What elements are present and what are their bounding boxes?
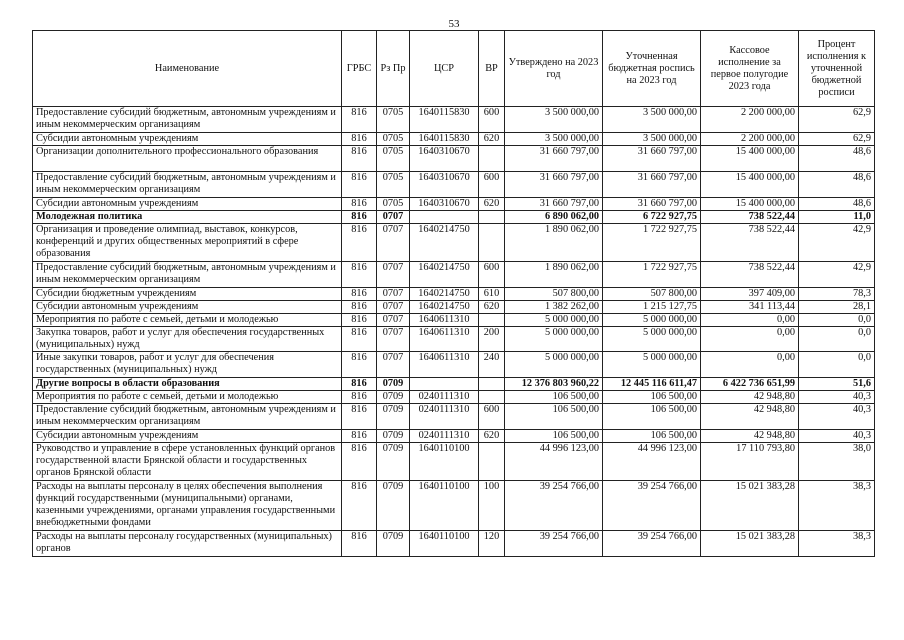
cell-name: Закупка товаров, работ и услуг для обеспечения государственных (муниципальных) нужд	[33, 327, 342, 352]
header-vr: ВР	[479, 31, 505, 107]
header-grbs: ГРБС	[342, 31, 377, 107]
cell-name: Предоставление субсидий бюджетным, автономным учреждениям и иным некоммерческим организациям	[33, 107, 342, 133]
cell-csr: 1640310670	[410, 172, 479, 198]
cell-vr	[479, 211, 505, 224]
cell-name: Предоставление субсидий бюджетным, автономным учреждениям и иным некоммерческим организациям	[33, 404, 342, 430]
cell-csr: 1640214750	[410, 262, 479, 288]
cell-vr: 240	[479, 352, 505, 378]
cell-refined: 3 500 000,00	[603, 107, 701, 133]
cell-grbs: 816	[342, 172, 377, 198]
table-row	[33, 352, 875, 378]
cell-percent: 40,3	[799, 404, 875, 430]
cell-executed: 0,00	[701, 352, 799, 378]
cell-executed: 2 200 000,00	[701, 133, 799, 146]
cell-percent: 0,0	[799, 327, 875, 352]
table-row	[33, 430, 875, 443]
cell-csr	[410, 378, 479, 391]
cell-name: Расходы на выплаты персоналу в целях обеспечения выполнения функций государственными (муниципальными) органами, казенными учреждениями, органами управления государственными внебюджетными фондами	[33, 481, 342, 531]
cell-approved: 6 890 062,00	[505, 211, 603, 224]
cell-refined: 1 722 927,75	[603, 224, 701, 262]
cell-rzpr: 0705	[377, 146, 410, 172]
cell-percent: 51,6	[799, 378, 875, 391]
cell-approved: 44 996 123,00	[505, 443, 603, 481]
cell-refined: 5 000 000,00	[603, 352, 701, 378]
cell-grbs: 816	[342, 314, 377, 327]
cell-percent: 42,9	[799, 224, 875, 262]
cell-approved: 106 500,00	[505, 430, 603, 443]
cell-percent: 38,3	[799, 531, 875, 557]
cell-approved: 5 000 000,00	[505, 352, 603, 378]
cell-csr: 1640214750	[410, 288, 479, 301]
cell-grbs: 816	[342, 262, 377, 288]
cell-vr	[479, 443, 505, 481]
cell-vr: 600	[479, 107, 505, 133]
cell-executed: 42 948,80	[701, 430, 799, 443]
cell-percent: 28,1	[799, 301, 875, 314]
cell-approved: 39 254 766,00	[505, 481, 603, 531]
cell-csr: 0240111310	[410, 430, 479, 443]
cell-refined: 106 500,00	[603, 404, 701, 430]
cell-approved: 3 500 000,00	[505, 107, 603, 133]
table-row	[33, 146, 875, 172]
cell-csr: 1640310670	[410, 146, 479, 172]
table-row	[33, 443, 875, 481]
cell-csr: 1640611310	[410, 314, 479, 327]
cell-csr: 1640110100	[410, 443, 479, 481]
cell-percent: 11,0	[799, 211, 875, 224]
cell-refined: 106 500,00	[603, 430, 701, 443]
cell-executed: 42 948,80	[701, 391, 799, 404]
cell-percent: 62,9	[799, 133, 875, 146]
header-csr: ЦСР	[410, 31, 479, 107]
cell-csr: 1640214750	[410, 301, 479, 314]
header-name: Наименование	[33, 31, 342, 107]
cell-rzpr: 0707	[377, 211, 410, 224]
cell-approved: 3 500 000,00	[505, 133, 603, 146]
table-row	[33, 404, 875, 430]
cell-rzpr: 0707	[377, 301, 410, 314]
cell-csr	[410, 211, 479, 224]
cell-grbs: 816	[342, 288, 377, 301]
cell-name: Организация и проведение олимпиад, выставок, конкурсов, конференций и других общественных мероприятий в сфере образования	[33, 224, 342, 262]
cell-grbs: 816	[342, 531, 377, 557]
cell-executed: 6 422 736 651,99	[701, 378, 799, 391]
cell-grbs: 816	[342, 301, 377, 314]
table-row	[33, 262, 875, 288]
header-percent: Процент исполнения к уточненной бюджетной росписи	[799, 31, 875, 107]
cell-vr	[479, 224, 505, 262]
cell-executed: 738 522,44	[701, 262, 799, 288]
cell-vr: 620	[479, 198, 505, 211]
cell-rzpr: 0709	[377, 481, 410, 531]
cell-name: Субсидии автономным учреждениям	[33, 301, 342, 314]
cell-vr: 610	[479, 288, 505, 301]
cell-percent: 38,0	[799, 443, 875, 481]
cell-csr: 1640110100	[410, 531, 479, 557]
cell-rzpr: 0707	[377, 352, 410, 378]
cell-refined: 31 660 797,00	[603, 172, 701, 198]
cell-executed: 738 522,44	[701, 224, 799, 262]
cell-vr: 120	[479, 531, 505, 557]
cell-approved: 1 890 062,00	[505, 262, 603, 288]
cell-refined: 31 660 797,00	[603, 146, 701, 172]
cell-refined: 5 000 000,00	[603, 327, 701, 352]
cell-refined: 6 722 927,75	[603, 211, 701, 224]
cell-refined: 1 215 127,75	[603, 301, 701, 314]
cell-approved: 1 382 262,00	[505, 301, 603, 314]
cell-name: Расходы на выплаты персоналу государственных (муниципальных) органов	[33, 531, 342, 557]
cell-executed: 15 400 000,00	[701, 172, 799, 198]
cell-executed: 42 948,80	[701, 404, 799, 430]
cell-rzpr: 0709	[377, 404, 410, 430]
cell-grbs: 816	[342, 481, 377, 531]
cell-vr	[479, 391, 505, 404]
cell-grbs: 816	[342, 352, 377, 378]
cell-vr: 200	[479, 327, 505, 352]
cell-csr: 0240111310	[410, 391, 479, 404]
cell-rzpr: 0709	[377, 391, 410, 404]
cell-rzpr: 0707	[377, 262, 410, 288]
cell-approved: 1 890 062,00	[505, 224, 603, 262]
cell-csr: 1640115830	[410, 133, 479, 146]
cell-rzpr: 0707	[377, 288, 410, 301]
table-row	[33, 133, 875, 146]
cell-name: Мероприятия по работе с семьей, детьми и молодежью	[33, 391, 342, 404]
page-number: 53	[448, 18, 460, 30]
table-row	[33, 288, 875, 301]
cell-executed: 17 110 793,80	[701, 443, 799, 481]
cell-percent: 62,9	[799, 107, 875, 133]
cell-name: Молодежная политика	[33, 211, 342, 224]
header-executed: Кассовое исполнение за первое полугодие 2023 года	[701, 31, 799, 107]
cell-executed: 15 021 383,28	[701, 531, 799, 557]
cell-rzpr: 0705	[377, 133, 410, 146]
cell-vr: 600	[479, 262, 505, 288]
cell-refined: 3 500 000,00	[603, 133, 701, 146]
cell-approved: 106 500,00	[505, 391, 603, 404]
cell-percent: 40,3	[799, 391, 875, 404]
cell-vr	[479, 314, 505, 327]
cell-approved: 507 800,00	[505, 288, 603, 301]
cell-approved: 31 660 797,00	[505, 146, 603, 172]
cell-percent: 78,3	[799, 288, 875, 301]
cell-name: Субсидии бюджетным учреждениям	[33, 288, 342, 301]
cell-executed: 0,00	[701, 314, 799, 327]
cell-approved: 106 500,00	[505, 404, 603, 430]
cell-vr: 620	[479, 430, 505, 443]
cell-executed: 15 021 383,28	[701, 481, 799, 531]
cell-name: Субсидии автономным учреждениям	[33, 430, 342, 443]
cell-grbs: 816	[342, 327, 377, 352]
cell-vr: 600	[479, 172, 505, 198]
table-row	[33, 327, 875, 352]
cell-vr: 100	[479, 481, 505, 531]
cell-name: Субсидии автономным учреждениям	[33, 133, 342, 146]
budget-table	[32, 30, 875, 557]
cell-approved: 31 660 797,00	[505, 172, 603, 198]
cell-grbs: 816	[342, 133, 377, 146]
cell-vr: 600	[479, 404, 505, 430]
cell-grbs: 816	[342, 146, 377, 172]
cell-rzpr: 0705	[377, 107, 410, 133]
header-refined: Уточненная бюджетная роспись на 2023 год	[603, 31, 701, 107]
table-row	[33, 391, 875, 404]
cell-rzpr: 0707	[377, 314, 410, 327]
table-row	[33, 301, 875, 314]
cell-refined: 1 722 927,75	[603, 262, 701, 288]
cell-refined: 5 000 000,00	[603, 314, 701, 327]
cell-grbs: 816	[342, 391, 377, 404]
cell-name: Предоставление субсидий бюджетным, автономным учреждениям и иным некоммерческим организациям	[33, 262, 342, 288]
cell-grbs: 816	[342, 404, 377, 430]
cell-rzpr: 0709	[377, 443, 410, 481]
table-row	[33, 198, 875, 211]
cell-grbs: 816	[342, 211, 377, 224]
cell-rzpr: 0709	[377, 430, 410, 443]
cell-percent: 48,6	[799, 146, 875, 172]
cell-grbs: 816	[342, 430, 377, 443]
cell-grbs: 816	[342, 224, 377, 262]
cell-rzpr: 0709	[377, 531, 410, 557]
cell-percent: 0,0	[799, 352, 875, 378]
cell-rzpr: 0707	[377, 224, 410, 262]
cell-rzpr: 0707	[377, 327, 410, 352]
header-rzpr: Рз Пр	[377, 31, 410, 107]
cell-refined: 39 254 766,00	[603, 531, 701, 557]
cell-refined: 106 500,00	[603, 391, 701, 404]
cell-executed: 397 409,00	[701, 288, 799, 301]
table-row	[33, 378, 875, 391]
cell-name: Предоставление субсидий бюджетным, автономным учреждениям и иным некоммерческим организациям	[33, 172, 342, 198]
cell-name: Субсидии автономным учреждениям	[33, 198, 342, 211]
table-row	[33, 481, 875, 531]
cell-name: Другие вопросы в области образования	[33, 378, 342, 391]
cell-executed: 15 400 000,00	[701, 146, 799, 172]
cell-name: Иные закупки товаров, работ и услуг для обеспечения государственных (муниципальных) нужд	[33, 352, 342, 378]
table-row	[33, 224, 875, 262]
cell-vr: 620	[479, 301, 505, 314]
table-row	[33, 172, 875, 198]
cell-csr: 1640611310	[410, 352, 479, 378]
table-row	[33, 531, 875, 557]
cell-rzpr: 0705	[377, 172, 410, 198]
cell-name: Мероприятия по работе с семьей, детьми и молодежью	[33, 314, 342, 327]
cell-approved: 12 376 803 960,22	[505, 378, 603, 391]
cell-grbs: 816	[342, 443, 377, 481]
cell-csr: 1640115830	[410, 107, 479, 133]
cell-approved: 39 254 766,00	[505, 531, 603, 557]
cell-refined: 12 445 116 611,47	[603, 378, 701, 391]
cell-executed: 0,00	[701, 327, 799, 352]
cell-csr: 1640214750	[410, 224, 479, 262]
cell-percent: 38,3	[799, 481, 875, 531]
cell-executed: 15 400 000,00	[701, 198, 799, 211]
cell-percent: 40,3	[799, 430, 875, 443]
cell-approved: 5 000 000,00	[505, 327, 603, 352]
cell-percent: 48,6	[799, 172, 875, 198]
table-header-row	[33, 31, 875, 107]
cell-rzpr: 0709	[377, 378, 410, 391]
cell-executed: 341 113,44	[701, 301, 799, 314]
cell-name: Организации дополнительного профессионального образования	[33, 146, 342, 172]
cell-percent: 48,6	[799, 198, 875, 211]
cell-grbs: 816	[342, 107, 377, 133]
cell-refined: 39 254 766,00	[603, 481, 701, 531]
cell-executed: 2 200 000,00	[701, 107, 799, 133]
cell-percent: 42,9	[799, 262, 875, 288]
cell-csr: 1640611310	[410, 327, 479, 352]
header-approved: Утверждено на 2023 год	[505, 31, 603, 107]
cell-approved: 5 000 000,00	[505, 314, 603, 327]
cell-csr: 1640110100	[410, 481, 479, 531]
cell-vr	[479, 378, 505, 391]
cell-grbs: 816	[342, 378, 377, 391]
cell-csr: 1640310670	[410, 198, 479, 211]
cell-percent: 0,0	[799, 314, 875, 327]
cell-refined: 31 660 797,00	[603, 198, 701, 211]
cell-vr: 620	[479, 133, 505, 146]
table-row	[33, 211, 875, 224]
cell-vr	[479, 146, 505, 172]
cell-rzpr: 0705	[377, 198, 410, 211]
cell-csr: 0240111310	[410, 404, 479, 430]
table-body	[33, 107, 875, 557]
cell-refined: 44 996 123,00	[603, 443, 701, 481]
cell-executed: 738 522,44	[701, 211, 799, 224]
cell-name: Руководство и управление в сфере установленных функций органов государственной власти Брянской области и государственных органов Брянской области	[33, 443, 342, 481]
table-row	[33, 107, 875, 133]
cell-approved: 31 660 797,00	[505, 198, 603, 211]
cell-grbs: 816	[342, 198, 377, 211]
cell-refined: 507 800,00	[603, 288, 701, 301]
table-row	[33, 314, 875, 327]
